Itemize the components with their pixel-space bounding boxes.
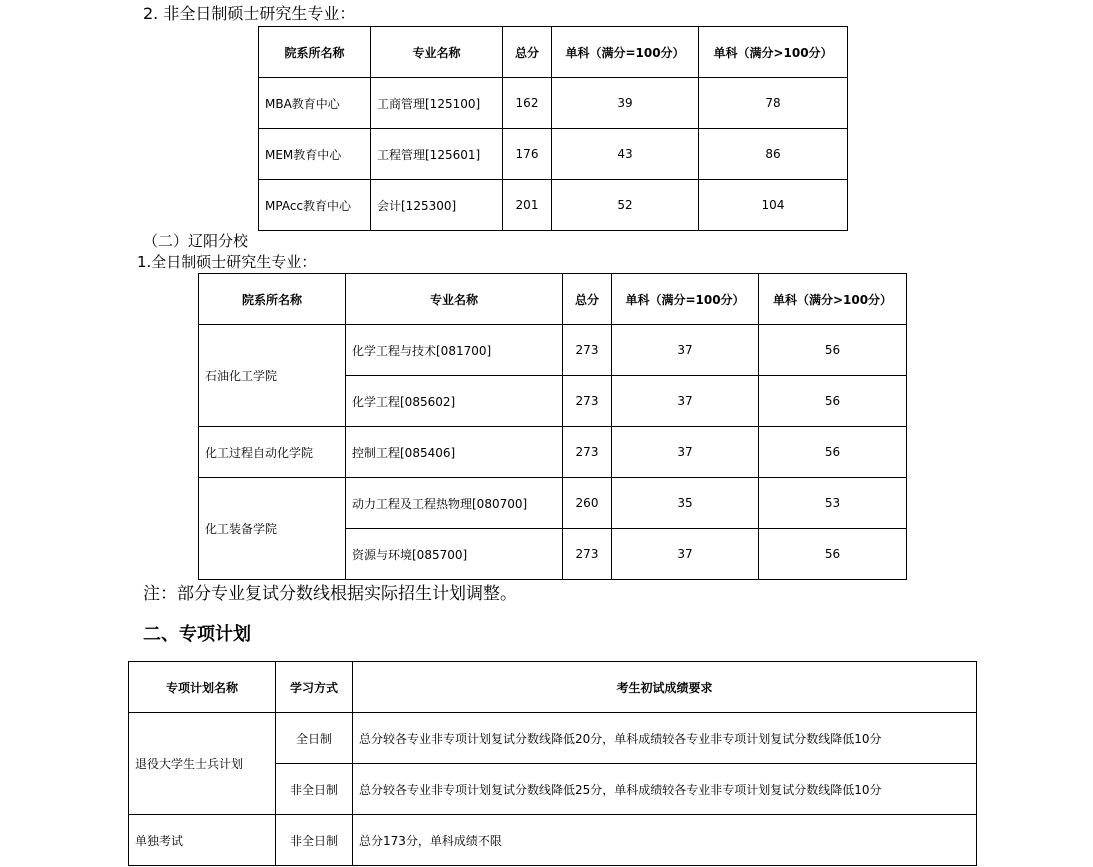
plan-name-cell: 退役大学生士兵计划 <box>129 713 276 815</box>
requirement-cell: 总分较各专业非专项计划复试分数线降低20分，单科成绩较各专业非专项计划复试分数线降低10分 <box>353 713 977 764</box>
col-header-total: 总分 <box>503 27 552 78</box>
major-cell: 资源与环境[085700] <box>346 529 563 580</box>
single-over-100-cell: 56 <box>759 529 907 580</box>
table-row <box>199 478 907 529</box>
col-header-study-mode: 学习方式 <box>276 662 353 713</box>
requirement-cell: 总分173分，单科成绩不限 <box>353 815 977 866</box>
col-header-single-over-100: 单科（满分>100分） <box>759 274 907 325</box>
major-cell: 会计[125300] <box>371 180 503 231</box>
table-row <box>259 78 848 129</box>
dept-cell: MPAcc教育中心 <box>259 180 371 231</box>
dept-cell: MBA教育中心 <box>259 78 371 129</box>
col-header-major: 专业名称 <box>346 274 563 325</box>
single-100-cell: 37 <box>612 427 759 478</box>
single-over-100-cell: 53 <box>759 478 907 529</box>
study-mode-cell: 非全日制 <box>276 815 353 866</box>
section-title-full-time: 1.全日制硕士研究生专业： <box>137 253 317 271</box>
col-header-plan-name: 专项计划名称 <box>129 662 276 713</box>
single-100-cell: 35 <box>612 478 759 529</box>
table-row <box>129 815 977 866</box>
single-over-100-cell: 56 <box>759 427 907 478</box>
single-over-100-cell: 78 <box>699 78 848 129</box>
single-over-100-cell: 104 <box>699 180 848 231</box>
single-100-cell: 43 <box>552 129 699 180</box>
col-header-single-over-100: 单科（满分>100分） <box>699 27 848 78</box>
adjustment-note: 注：部分专业复试分数线根据实际招生计划调整。 <box>143 584 517 604</box>
table-row <box>259 180 848 231</box>
major-cell: 化学工程[085602] <box>346 376 563 427</box>
table-row <box>199 427 907 478</box>
special-plan-heading: 二、专项计划 <box>143 624 251 645</box>
major-cell: 工商管理[125100] <box>371 78 503 129</box>
major-cell: 控制工程[085406] <box>346 427 563 478</box>
total-cell: 273 <box>563 427 612 478</box>
total-cell: 176 <box>503 129 552 180</box>
major-cell: 化学工程与技术[081700] <box>346 325 563 376</box>
single-100-cell: 37 <box>612 325 759 376</box>
dept-cell: MEM教育中心 <box>259 129 371 180</box>
campus-title: （二）辽阳分校 <box>143 232 249 250</box>
study-mode-cell: 全日制 <box>276 713 353 764</box>
col-header-dept: 院系所名称 <box>199 274 346 325</box>
total-cell: 201 <box>503 180 552 231</box>
table-header-row <box>259 27 848 78</box>
col-header-total: 总分 <box>563 274 612 325</box>
major-cell: 工程管理[125601] <box>371 129 503 180</box>
total-cell: 273 <box>563 325 612 376</box>
single-100-cell: 37 <box>612 529 759 580</box>
table-header-row <box>199 274 907 325</box>
single-over-100-cell: 56 <box>759 325 907 376</box>
study-mode-cell: 非全日制 <box>276 764 353 815</box>
col-header-single-100: 单科（满分=100分） <box>612 274 759 325</box>
section-title-part-time: 2. 非全日制硕士研究生专业： <box>143 4 356 23</box>
single-over-100-cell: 86 <box>699 129 848 180</box>
col-header-dept: 院系所名称 <box>259 27 371 78</box>
requirement-cell: 总分较各专业非专项计划复试分数线降低25分，单科成绩较各专业非专项计划复试分数线降低10分 <box>353 764 977 815</box>
total-cell: 260 <box>563 478 612 529</box>
plan-name-cell: 单独考试 <box>129 815 276 866</box>
table-row <box>199 325 907 376</box>
col-header-requirement: 考生初试成绩要求 <box>353 662 977 713</box>
table-row <box>129 713 977 764</box>
dept-cell: 石油化工学院 <box>199 325 346 427</box>
special-plan-table <box>128 661 977 866</box>
single-over-100-cell: 56 <box>759 376 907 427</box>
total-cell: 273 <box>563 529 612 580</box>
table-row <box>259 129 848 180</box>
dept-cell: 化工装备学院 <box>199 478 346 580</box>
part-time-score-table <box>258 26 848 231</box>
total-cell: 162 <box>503 78 552 129</box>
col-header-single-100: 单科（满分=100分） <box>552 27 699 78</box>
total-cell: 273 <box>563 376 612 427</box>
single-100-cell: 39 <box>552 78 699 129</box>
single-100-cell: 37 <box>612 376 759 427</box>
table-header-row <box>129 662 977 713</box>
col-header-major: 专业名称 <box>371 27 503 78</box>
single-100-cell: 52 <box>552 180 699 231</box>
major-cell: 动力工程及工程热物理[080700] <box>346 478 563 529</box>
dept-cell: 化工过程自动化学院 <box>199 427 346 478</box>
full-time-score-table <box>198 273 907 580</box>
